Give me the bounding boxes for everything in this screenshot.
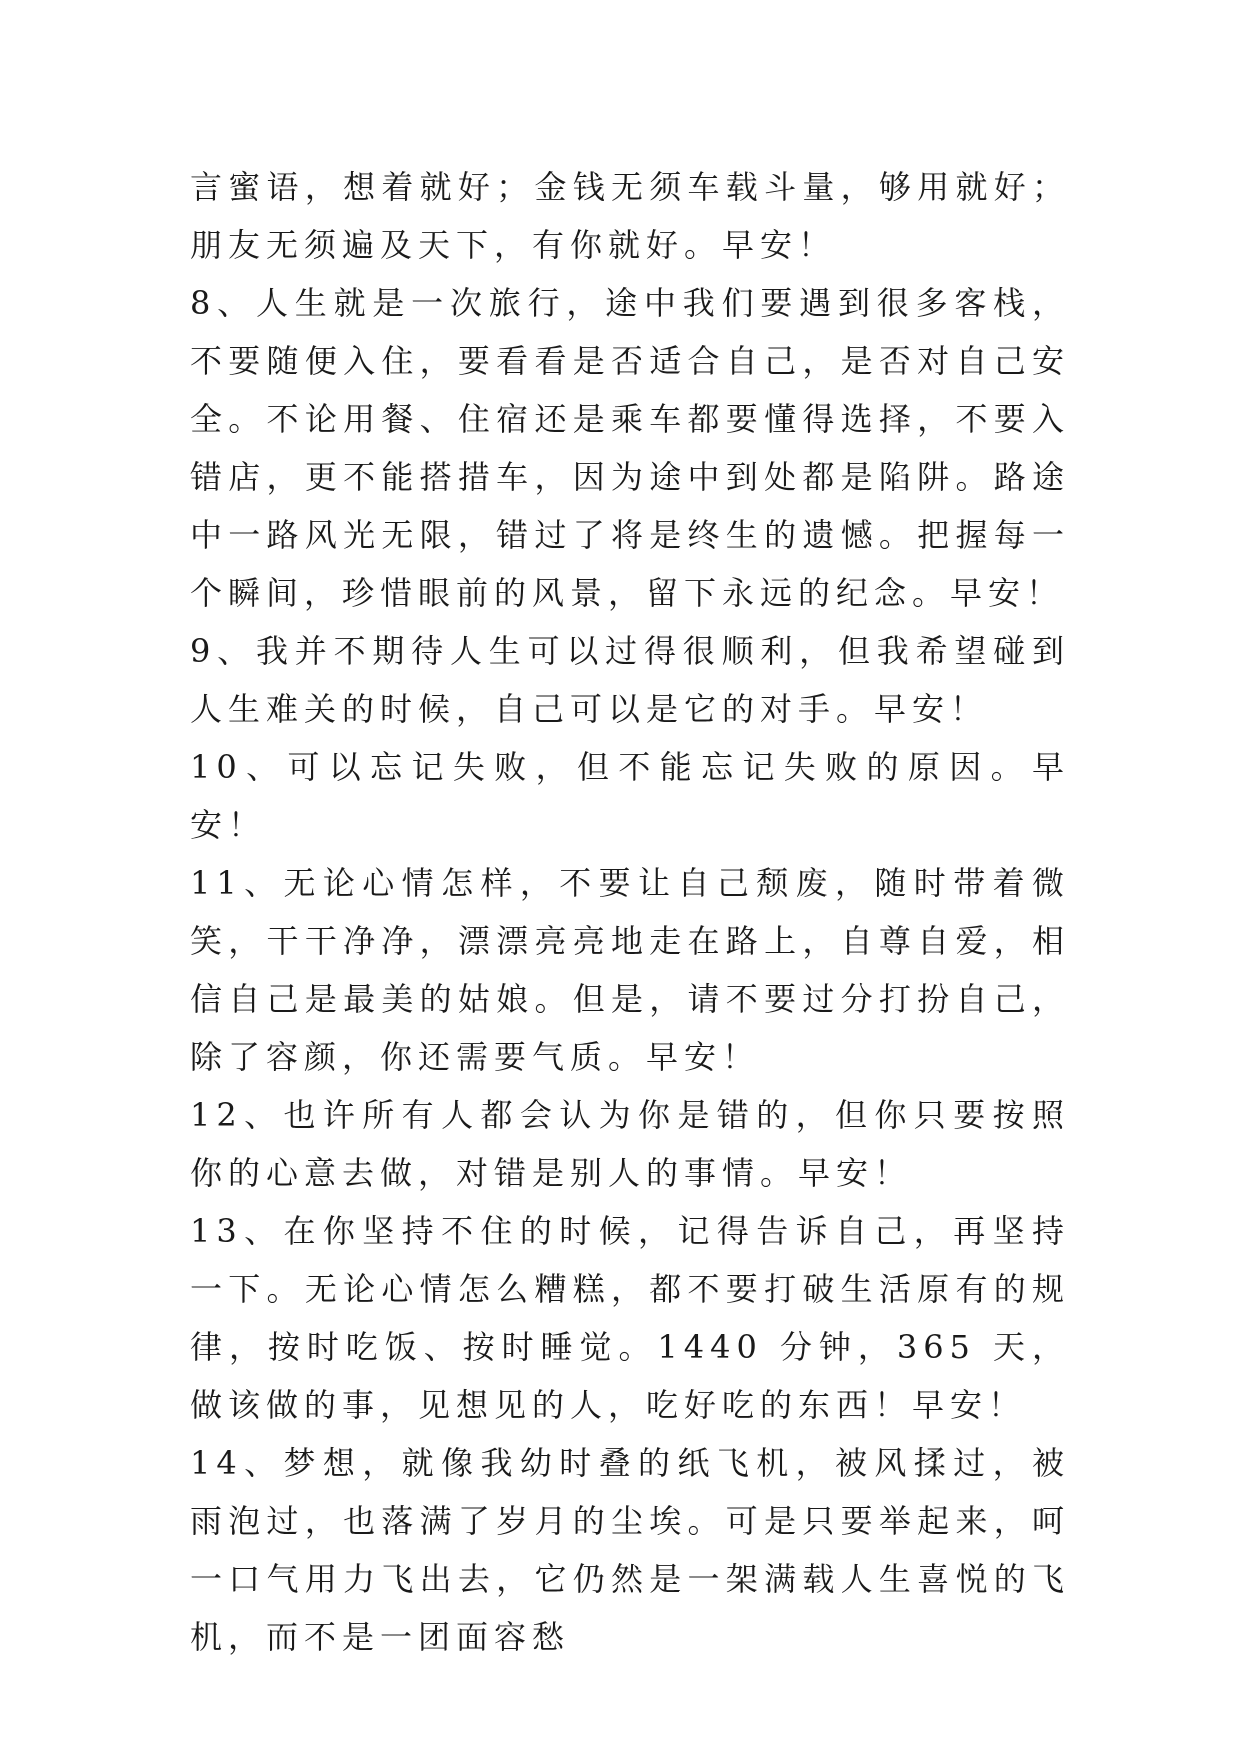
paragraph-item-11: 11、无论心情怎样，不要让自己颓废，随时带着微笑，干干净净，漂漂亮亮地走在路上，自尊自爱，相信自己是最美的姑娘。但是，请不要过分打扮自己，除了容颜，你还需要气质。早安！ [190, 864, 1070, 1076]
paragraph-item-10: 10、可以忘记失败，但不能忘记失败的原因。早安！ [190, 748, 1070, 844]
paragraph-item-14: 14、梦想，就像我幼时叠的纸飞机，被风揉过，被雨泡过，也落满了岁月的尘埃。可是只要举起来，呵一口气用力飞出去，它仍然是一架满载人生喜悦的飞机，而不是一团面容愁 [190, 1444, 1070, 1656]
paragraph-item-13: 13、在你坚持不住的时候，记得告诉自己，再坚持一下。无论心情怎么糟糕，都不要打破生活原有的规律，按时吃饭、按时睡觉。1440 分钟，365 天，做该做的事，见想见的人，吃好吃的东西！早安！ [190, 1212, 1070, 1424]
paragraph-continuation: 言蜜语，想着就好；金钱无须车载斗量，够用就好；朋友无须遍及天下，有你就好。早安！ [190, 168, 1070, 264]
paragraph-item-12: 12、也许所有人都会认为你是错的，但你只要按照你的心意去做，对错是别人的事情。早安！ [190, 1096, 1070, 1192]
paragraph-item-8: 8、人生就是一次旅行，途中我们要遇到很多客栈，不要随便入住，要看看是否适合自己，是否对自己安全。不论用餐、住宿还是乘车都要懂得选择，不要入错店，更不能搭措车，因为途中到处都是陷阱。路途中一路风光无限，错过了将是终生的遗憾。把握每一个瞬间，珍惜眼前的风景，留下永远的纪念。早安！ [190, 284, 1070, 612]
paragraph-item-9: 9、我并不期待人生可以过得很顺利，但我希望碰到人生难关的时候，自己可以是它的对手。早安！ [190, 632, 1070, 728]
document-body [190, 158, 1070, 1666]
